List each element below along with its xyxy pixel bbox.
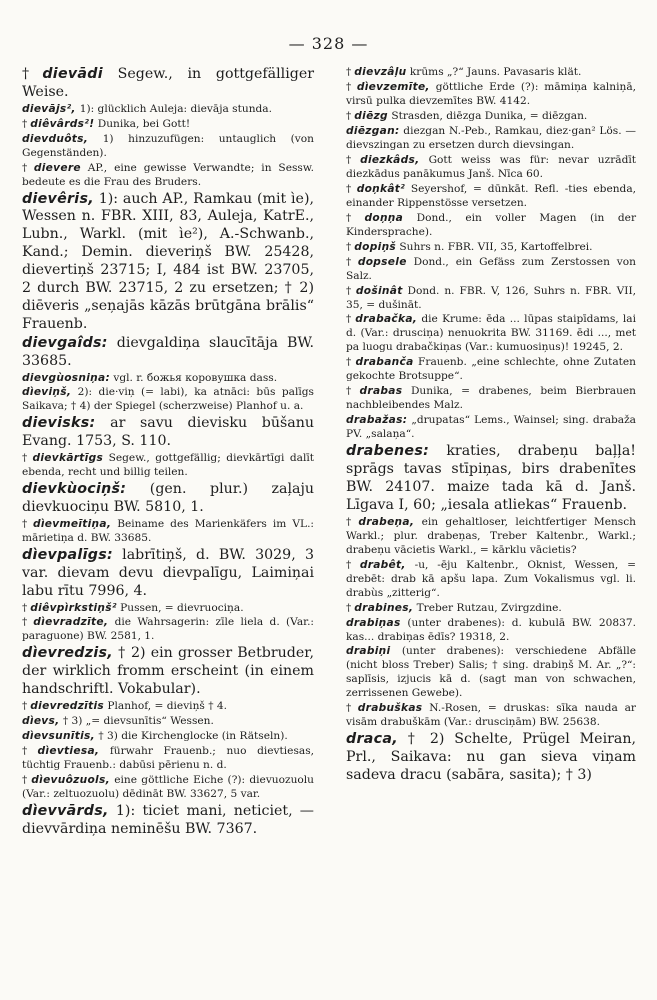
- dagger-mark: †: [22, 616, 31, 629]
- entry-text: (unter drabenes): d. kubulā BW. 20837. kas... drabiņas ēdīs? 19318, 2.: [346, 616, 636, 643]
- headword: diêvpìrkstiņš²: [30, 601, 117, 614]
- dictionary-entry: [22, 645, 314, 699]
- headword: dìevs,: [22, 715, 60, 728]
- entry-text: 1): auch AP., Ramkau (mit ìe), Wessen n. FBR. XIII, 83, Auleja, KatrE., Lubn., Warkl. (mit ìe²), A.-Schwanb., Kand.; Demin. dieveriņš BW. 25428, dievertiņš 23715; I, 484 ist BW. 23705, 2 durch BW. 23715, 2 zu ersetzen; † 2) diēveris „seņajās kāzās brūtgāna brālis“ Frauenb.: [22, 190, 314, 332]
- dictionary-entry: [22, 103, 314, 117]
- dictionary-entry: [346, 125, 636, 153]
- entry-text: die Krume: ēda ... lūpas staipīdams, lai d. (Var.: drusciņa) nenuokrita BW. 31169. ēdi ..., met pa luogu drabačkiņas (Var.: kumuosiņus)! 19245, 2.: [346, 313, 637, 354]
- entry-text: 2): die·viņ (= labi), ka atnāci: būs palīgs Saikava; † 4) der Spiegel (scherzweise) Planhof u. a.: [22, 386, 314, 413]
- dictionary-entry: [22, 386, 314, 414]
- entry-text: 1): ticiet mani, neticiet, — dievvārdiņa neminēšu BW. 7367.: [22, 802, 314, 837]
- entry-text: † 3) „= dievsunītis“ Wessen.: [62, 715, 214, 728]
- headword: drabeņa,: [358, 515, 415, 528]
- entry-text: N.-Rosen, = druskas: sīka nauda ar visām drabuškām (Var.: drusciņām) BW. 25638.: [346, 702, 636, 729]
- entry-text: † 3) die Kirchenglocke (in Rätseln).: [98, 730, 288, 743]
- dictionary-entry: [346, 66, 636, 80]
- entry-text: Pussen, = dievruociņa.: [120, 601, 244, 614]
- dictionary-entry: [22, 602, 314, 616]
- dagger-mark: †: [346, 255, 355, 268]
- dictionary-entry: [346, 516, 636, 558]
- headword: dievkùociņš:: [22, 481, 127, 498]
- dagger-mark: †: [346, 284, 353, 297]
- left-column: [22, 66, 314, 840]
- entry-text: -u, -ēju Kaltenbr., Oknist, Wessen, = drebēt: drab kā apšu lapa. Zum Vokalismus vgl. li. drabùs „zitterig“.: [346, 558, 637, 599]
- headword: drabačka,: [355, 313, 418, 326]
- dagger-mark: †: [346, 211, 362, 224]
- dictionary-entry: [22, 700, 314, 714]
- headword: dievzâļu: [354, 66, 407, 78]
- entry-text: labrītiņš, d. BW. 3029, 3 var. dievam devu dievpalīgu, Laimiņai labu rītu 7996, 4.: [22, 546, 314, 599]
- headword: dievgaîds:: [22, 334, 108, 351]
- dictionary-entry: [346, 183, 636, 211]
- dictionary-entry: [346, 110, 636, 124]
- headword: doņņa: [364, 211, 404, 224]
- headword: dievājs²,: [22, 102, 80, 115]
- entry-text: göttliche Erde (?): māmiņa kalniņā, virsū pulka dievzemītes BW. 4142.: [346, 80, 637, 107]
- headword: došinât: [355, 284, 403, 297]
- headword: dievêris,: [22, 190, 94, 207]
- entry-text: 1): glücklich Auleja: dievāja stunda.: [79, 102, 272, 115]
- dictionary-entry: [346, 313, 636, 355]
- headword: drabiņas: [346, 616, 401, 629]
- dictionary-entry: [22, 547, 314, 601]
- entry-text: die Wahrsagerin: zīle liela d. (Var.: paraguone) BW. 2581, 1.: [22, 616, 314, 643]
- headword: dìevsunītis,: [22, 730, 95, 743]
- dictionary-entry: [22, 481, 314, 517]
- dictionary-entry: [22, 774, 314, 802]
- dagger-mark: †: [22, 745, 35, 757]
- headword: diêvârds²!: [30, 117, 95, 130]
- dagger-mark: †: [346, 515, 356, 528]
- dictionary-entry: [22, 803, 314, 839]
- dagger-mark: †: [22, 117, 28, 130]
- dagger-mark: †: [22, 773, 29, 786]
- dictionary-entry: [22, 118, 314, 132]
- dagger-mark: †: [346, 702, 355, 715]
- dictionary-entry: [22, 335, 314, 371]
- headword: dievredzītis: [30, 700, 104, 713]
- headword: doņkât²: [356, 182, 406, 195]
- entry-text: Segew., gottgefällig; dievkārtīgi dalīt ebenda, recht und billig teilen.: [22, 452, 315, 479]
- dagger-mark: †: [346, 240, 352, 253]
- entry-text: (gen. plur.) zaļaju dievkuociņu BW. 5810, 1.: [22, 481, 314, 516]
- dictionary-entry: [346, 731, 636, 785]
- dagger-mark: †: [346, 182, 354, 195]
- dictionary-entry: [22, 616, 314, 644]
- entry-text: Strasden, diēzga Dunika, = diēzgan.: [391, 109, 588, 122]
- dictionary-entry: [22, 66, 314, 102]
- entry-text: Frauenb. „eine schlechte, ohne Zutaten gekochte Brotsuppe“.: [346, 356, 637, 383]
- dagger-mark: †: [22, 700, 28, 713]
- headword: drabas: [359, 385, 403, 398]
- dictionary-entry: [346, 212, 636, 240]
- dictionary-entry: [22, 162, 314, 190]
- headword: dopiņš: [354, 240, 397, 253]
- dagger-mark: †: [346, 385, 357, 398]
- entry-text: fürwahr Frauenb.; nuo dievtiesas, tüchtig Frauenb.: dabūsi pērienu n. d.: [22, 745, 315, 771]
- entry-text: „drupatas“ Lems., Wainsel; sing. drabaža PV. „salaņa“.: [346, 414, 636, 441]
- entry-text: (unter drabenes): verschiedene Abfälle (nicht bloss Treber) Salis; † sing. drabiņš M. Ar. „?“: saplīsis, izjucis kā d. (sagt man von schwachen, zerrissenen Gewebe).: [346, 645, 636, 700]
- dagger-mark: †: [346, 80, 354, 93]
- entry-text: Seyershof, = dūnkāt. Refl. -ties ebenda, einander Rippenstösse versetzen.: [346, 182, 636, 209]
- entry-text: Suhrs n. FBR. VII, 35, Kartoffelbrei.: [399, 240, 593, 253]
- dictionary-entry: [346, 241, 636, 255]
- dictionary-entry: [346, 645, 636, 701]
- entry-text: Segew., in gottgefälliger Weise.: [22, 66, 314, 100]
- entry-text: Dond., ein Gefäss zum Zerstossen von Salz.: [346, 255, 636, 282]
- entry-text: Dunika, = drabenes, beim Bierbrauen nachbleibendes Malz.: [346, 385, 637, 412]
- dictionary-entry: [22, 133, 314, 161]
- dictionary-entry: [346, 385, 636, 413]
- dictionary-entry: [22, 452, 314, 480]
- entry-text: † 2) Schelte, Prügel Meiran, Prl., Saikava: nu gan sieva viņam sadeva dracu (sabāra, sasita); † 3): [346, 731, 636, 784]
- dictionary-entry: [22, 745, 314, 773]
- headword: dievere: [33, 161, 81, 174]
- entry-text: † 2) ein grosser Betbruder, der wirklich fromm erscheint (in einem handschriftl. Vokabular).: [22, 645, 314, 698]
- headword: dievādi: [42, 66, 103, 82]
- dictionary-entry: [22, 715, 314, 729]
- dictionary-entry: [346, 443, 636, 515]
- headword: dìeviņš,: [22, 386, 72, 399]
- dagger-mark: †: [346, 601, 352, 614]
- headword: diēzg: [354, 109, 388, 122]
- dagger-mark: †: [346, 313, 353, 326]
- right-column: [346, 66, 636, 786]
- dictionary-entry: [346, 154, 636, 182]
- headword: dìevradzīte,: [33, 616, 109, 629]
- dagger-mark: †: [346, 558, 357, 571]
- dictionary-entry: [346, 356, 636, 384]
- headword: diezkâds,: [360, 153, 420, 166]
- headword: diēzgan:: [346, 124, 400, 137]
- dictionary-entry: [346, 617, 636, 645]
- headword: dìevzemīte,: [356, 80, 430, 93]
- entry-text: 1) hinzuzufügen: untauglich (von Gegenständen).: [22, 132, 314, 159]
- entry-text: Treber Rutzau, Zvirgzdine.: [416, 601, 562, 614]
- dagger-mark: †: [22, 517, 30, 530]
- dagger-mark: †: [346, 66, 352, 78]
- headword: drabanča: [355, 356, 414, 369]
- dagger-mark: †: [346, 356, 353, 369]
- dictionary-entry: [346, 414, 636, 442]
- entry-text: ar savu dievisku būšanu Evang. 1753, S. 110.: [22, 415, 314, 450]
- dagger-mark: †: [22, 452, 30, 465]
- headword: dìevvārds,: [22, 802, 109, 819]
- page-number: — 328 —: [288, 34, 369, 53]
- headword: dìevredzis,: [22, 645, 113, 662]
- dagger-mark: †: [22, 66, 40, 82]
- dictionary-entry: [346, 602, 636, 616]
- dictionary-entry: [22, 372, 314, 386]
- headword: drabuškas: [357, 702, 423, 715]
- entry-text: ein gehaltloser, leichtfertiger Mensch Warkl.; plur. drabeņas, Treber Kaltenbr., Warkl.; drabeņu vācietis Warkl., = kārklu vācietis?: [346, 515, 636, 556]
- entry-text: Dond., ein voller Magen (in der Kindersprache).: [346, 211, 637, 238]
- dictionary-entry: [346, 256, 636, 284]
- dictionary-entry: [346, 285, 636, 313]
- headword: draca,: [346, 731, 398, 748]
- headword: dìevpalīgs:: [22, 546, 113, 563]
- entry-text: eine göttliche Eiche (?): dievuozuolu (Var.: zeltuozuolu) dēdināt BW. 33627, 5 var.: [22, 773, 315, 800]
- entry-text: diezgan N.-Peb., Ramkau, diez·gan² Lös. — dievszingan zu ersetzen durch dievsingan.: [346, 124, 636, 151]
- entry-text: Beiname des Marienkäfers im VL.: mārietiņa d. BW. 33685.: [22, 517, 315, 544]
- dagger-mark: †: [22, 601, 28, 614]
- headword: dopsele: [357, 255, 407, 268]
- headword: dìevtiesa,: [37, 745, 100, 757]
- headword: dìevuôzuols,: [31, 773, 110, 786]
- entry-text: dievgaldiņa slaucītāja BW. 33685.: [22, 334, 314, 369]
- dictionary-entry: [22, 191, 314, 334]
- headword: dievkārtīgs: [32, 452, 104, 465]
- headword: drabenes:: [346, 443, 430, 460]
- dagger-mark: †: [346, 109, 352, 122]
- headword: drabines,: [354, 601, 414, 614]
- dictionary-entry: [346, 559, 636, 601]
- entry-text: Dunika, bei Gott!: [97, 117, 191, 130]
- entry-text: Planhof, = dieviņš † 4.: [107, 700, 227, 713]
- dagger-mark: †: [22, 161, 31, 174]
- dictionary-entry: [346, 81, 636, 109]
- entry-text: vgl. r. божья коровушка dass.: [113, 371, 278, 384]
- entry-text: Dond. n. FBR. V, 126, Suhrs n. FBR. VII, 35, = dušināt.: [346, 284, 636, 311]
- headword: dievisks:: [22, 415, 96, 432]
- dictionary-entry: [346, 702, 636, 730]
- dictionary-entry: [22, 730, 314, 744]
- headword: dievgùosniņa:: [22, 371, 111, 384]
- headword: drabiņi: [346, 645, 391, 658]
- entry-text: krūms „?“ Jauns. Pavasaris klät.: [409, 66, 582, 78]
- headword: drabažas:: [346, 414, 408, 427]
- entry-text: AP., eine gewisse Verwandte; in Sessw. bedeute es die Frau des Bruders.: [22, 161, 315, 188]
- dictionary-entry: [22, 518, 314, 546]
- headword: dìevmeītiņa,: [32, 517, 112, 530]
- entry-text: kraties, drabeņu baļļa! sprāgs tavas stīpiņas, birs drabenītes BW. 24107. maize tada kā d. Janš. Līgava I, 60; „iesala atliekas“ Frauenb.: [346, 443, 636, 513]
- headword: drabêt,: [359, 558, 406, 571]
- entry-text: Gott weiss was für: nevar uzrādīt diezkādus panākumus Janš. Nīca 60.: [346, 153, 637, 180]
- dagger-mark: †: [346, 153, 358, 166]
- headword: dievduôts,: [22, 132, 89, 145]
- dictionary-entry: [22, 415, 314, 451]
